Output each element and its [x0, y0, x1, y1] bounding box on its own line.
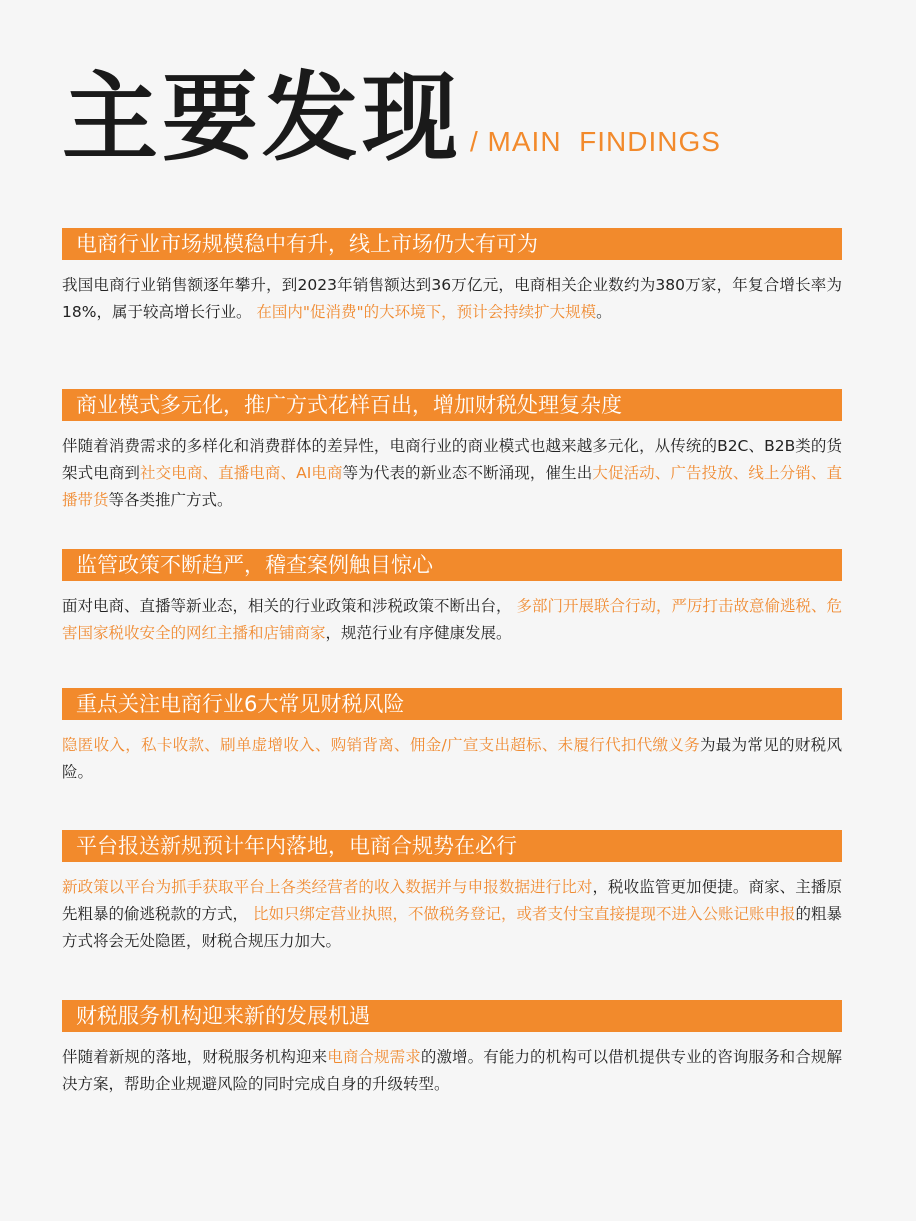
finding-section-6 [62, 1000, 842, 1098]
section-heading: 电商行业市场规模稳中有升，线上市场仍大有可为 [62, 228, 842, 260]
highlight-run: 电商合规需求 [327, 1048, 421, 1066]
text-run: 伴随着新规的落地，财税服务机构迎来 [62, 1048, 328, 1066]
text-run: 面对电商、直播等新业态，相关的行业政策和涉税政策不断出台， [62, 597, 517, 615]
highlight-run: 社交电商、直播电商、AI电商 [140, 464, 343, 482]
finding-section-3 [62, 549, 842, 647]
section-body [62, 433, 842, 514]
text-run: 等各类推广方式。 [108, 491, 233, 509]
finding-section-2 [62, 389, 842, 514]
text-run: 的粗暴方式将会无处隐匿，财税合规压力加大。 [62, 905, 842, 950]
text-run: 等为代表的新业态不断涌现，催生出 [342, 464, 593, 482]
text-run: ，规范行业有序健康发展。 [325, 624, 512, 642]
section-body [62, 1044, 842, 1098]
highlight-run: 隐匿收入，私卡收款、刷单虚增收入、购销背离、佣金/广宣支出超标、未履行代扣代缴义务 [62, 736, 700, 754]
text-run: ，税收监管更加便捷。商家、主播原先粗暴的偷逃税款的方式， [62, 878, 842, 923]
section-heading: 重点关注电商行业6大常见财税风险 [62, 688, 842, 720]
highlight-run: 比如只绑定营业执照，不做税务登记，或者支付宝直接提现不进入公账记账申报 [252, 905, 796, 923]
section-body [62, 874, 842, 955]
page-header [62, 62, 721, 174]
section-heading: 财税服务机构迎来新的发展机遇 [62, 1000, 842, 1032]
section-body [62, 272, 842, 326]
text-run: 。 [596, 303, 612, 321]
finding-section-1 [62, 228, 842, 326]
text-run: 为最为常见的财税风险。 [62, 736, 842, 781]
text-run: 的激增。有能力的机构可以借机提供专业的咨询服务和合规解决方案，帮助企业规避风险的同时完成自身的升级转型。 [62, 1048, 842, 1093]
section-heading: 商业模式多元化，推广方式花样百出，增加财税处理复杂度 [62, 389, 842, 421]
page-title: 主要发现 [62, 62, 462, 174]
section-body [62, 732, 842, 786]
highlight-run: 在国内"促消费"的大环境下，预计会持续扩大规模 [256, 303, 597, 321]
highlight-run: 大促活动、广告投放、线上分销、直播带货 [62, 464, 842, 509]
highlight-run: 多部门开展联合行动，严厉打击故意偷逃税、危害国家税收安全的网红主播和店铺商家 [62, 597, 842, 642]
section-heading: 平台报送新规预计年内落地，电商合规势在必行 [62, 830, 842, 862]
section-body [62, 593, 842, 647]
finding-section-5 [62, 830, 842, 955]
section-heading: 监管政策不断趋严，稽查案例触目惊心 [62, 549, 842, 581]
finding-section-4 [62, 688, 842, 786]
highlight-run: 新政策以平台为抓手获取平台上各类经营者的收入数据并与申报数据进行比对 [62, 878, 593, 896]
page-subtitle: / MAIN FINDINGS [470, 126, 721, 157]
text-run: 我国电商行业销售额逐年攀升，到2023年销售额达到36万亿元，电商相关企业数约为380万家，年复合增长率为18%，属于较高增长行业。 [62, 276, 842, 321]
text-run: 伴随着消费需求的多样化和消费群体的差异性，电商行业的商业模式也越来越多元化，从传统的B2C、B2B类的货架式电商到 [62, 437, 842, 482]
